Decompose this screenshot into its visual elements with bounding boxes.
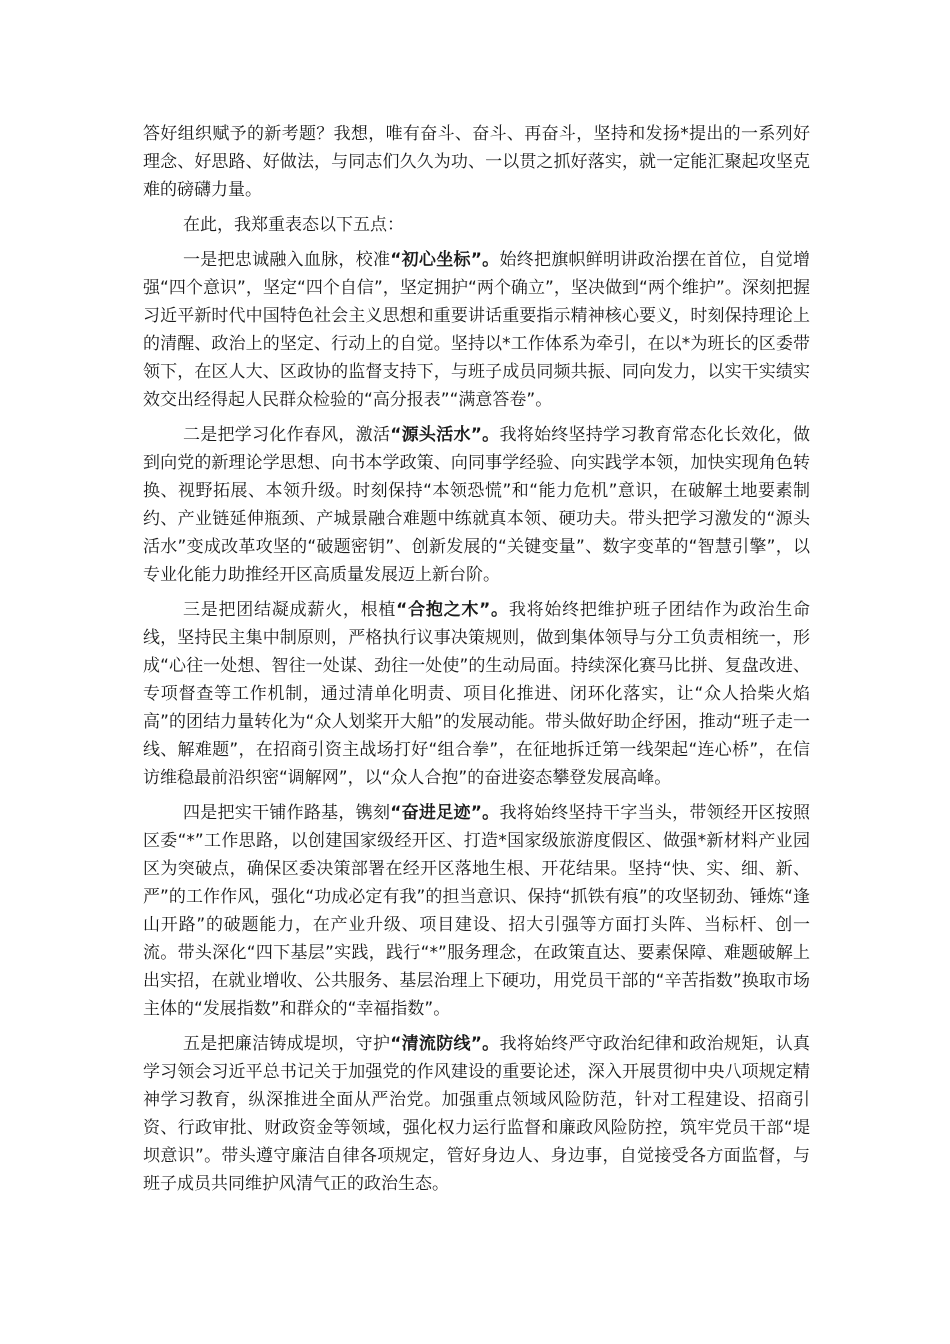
point-paragraph-3 xyxy=(143,596,810,792)
point-lead: 四是把实干铺作路基，镌刻 xyxy=(183,803,391,823)
point-body: 我将始终坚持干字当头，带领经开区按照区委“*”工作思路，以创建国家级经开区、打造*国家级旅游度假区、做强*新材料产业园区为突破点，确保区委决策部署在经开区落地生根、开花结果。坚持“快、实、细、新、严”的工作作风，强化“功成必定有我”的担当意识、保持“抓铁有痕”的攻坚韧劲、锤炼“逢山开路”的破题能力，在产业升级、项目建设、招大引强等方面打头阵、当标杆、创一流。带头深化“四下基层”实践，践行“*”服务理念，在政策直达、要素保障、难题破解上出实招，在就业增收、公共服务、基层治理上下硬功，用党员干部的“辛苦指数”换取市场主体的“发展指数”和群众的“幸福指数”。 xyxy=(143,803,811,1019)
point-theme: “源头活水”。 xyxy=(390,425,500,445)
point-theme: “合抱之木”。 xyxy=(396,600,509,620)
point-paragraph-4 xyxy=(143,799,810,1023)
point-paragraph-2 xyxy=(143,421,810,589)
point-body: 始终把旗帜鲜明讲政治摆在首位，自觉增强“四个意识”，坚定“四个自信”，坚定拥护“两个确立”，坚决做到“两个维护”。深刻把握习近平新时代中国特色社会主义思想和重要讲话重要指示精神核心要义，时刻保持理论上的清醒、政治上的坚定、行动上的自觉。坚持以*工作体系为牵引，在以*为班长的区委带领下，在区人大、区政协的监督支持下，与班子成员同频共振、同向发力，以实干实绩实效交出经得起人民群众检验的“高分报表”“满意答卷”。 xyxy=(143,250,811,410)
point-lead: 一是把忠诚融入血脉，校准 xyxy=(183,250,391,270)
opening-paragraph: 答好组织赋予的新考题？我想，唯有奋斗、奋斗、再奋斗，坚持和发扬*提出的一系列好理念、好思路、好做法，与同志们久久为功、一以贯之抓好落实，就一定能汇聚起攻坚克难的磅礴力量。 xyxy=(143,124,810,200)
point-theme: “清流防线”。 xyxy=(390,1034,500,1054)
point-paragraph-5 xyxy=(143,1030,810,1198)
point-lead: 五是把廉洁铸成堤坝，守护 xyxy=(183,1034,391,1054)
point-body: 我将始终把维护班子团结作为政治生命线，坚持民主集中制原则，严格执行议事决策规则，做到集体领导与分工负责相统一，形成“心往一处想、智往一处谋、劲往一处使”的生动局面。持续深化赛马比拼、复盘改进、专项督查等工作机制，通过清单化明责、项目化推进、闭环化落实，让“众人拾柴火焰高”的团结力量转化为“众人划桨开大船”的发展动能。带头做好助企纾困，推动“班子走一线、解难题”，在招商引资主战场打好“组合拳”，在征地拆迁第一线架起“连心桥”，在信访维稳最前沿织密“调解网”，以“众人合抱”的奋进姿态攀登发展高峰。 xyxy=(143,600,811,788)
point-theme: “奋进足迹”。 xyxy=(390,803,500,823)
point-paragraph-1 xyxy=(143,246,810,414)
point-lead: 三是把团结凝成薪火，根植 xyxy=(183,600,397,620)
point-theme: “初心坐标”。 xyxy=(390,250,500,270)
pledge-intro: 在此，我郑重表态以下五点： xyxy=(183,215,404,235)
point-body: 我将始终严守政治纪律和政治规矩，认真学习领会习近平总书记关于加强党的作风建设的重要论述，深入开展贯彻中央八项规定精神学习教育，纵深推进全面从严治党。加强重点领域风险防范，针对工程建设、招商引资、行政审批、财政资金等领域，强化权力运行监督和廉政风险防控，筑牢党员干部“堤坝意识”。带头遵守廉洁自律各项规定，管好身边人、身边事，自觉接受各方面监督，与班子成员共同维护风清气正的政治生态。 xyxy=(143,1034,811,1194)
point-body: 我将始终坚持学习教育常态化长效化，做到向党的新理论学思想、向书本学政策、向同事学经验、向实践学本领，加快实现角色转换、视野拓展、本领升级。时刻保持“本领恐慌”和“能力危机”意识，在破解土地要素制约、产业链延伸瓶颈、产城景融合难题中练就真本领、硬功夫。带头把学习激发的“源头活水”变成改革攻坚的“破题密钥”、创新发展的“关键变量”、数字变革的“智慧引擎”，以专业化能力助推经开区高质量发展迈上新台阶。 xyxy=(143,425,811,585)
document-body xyxy=(143,120,810,1205)
point-lead: 二是把学习化作春风，激活 xyxy=(183,425,391,445)
